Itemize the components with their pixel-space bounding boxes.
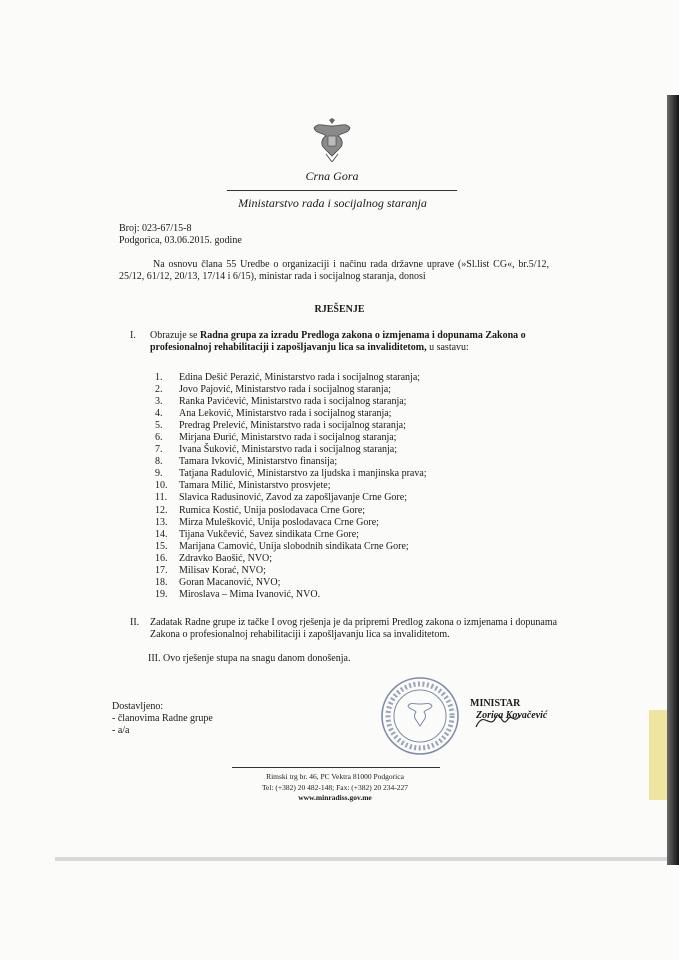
country-name: Crna Gora — [305, 169, 359, 183]
member-item — [155, 420, 427, 432]
member-number: 10. — [155, 480, 168, 492]
member-text: Ivana Šuković, Ministarstvo rada i socijalnog staranja; — [179, 444, 398, 456]
member-text: Ana Leković, Ministarstvo rada i socijalnog staranja; — [179, 408, 392, 420]
scan-edge-shadow — [667, 95, 679, 865]
footer-address: Rimski trg br. 46, PC Vektra 81000 Podgorica — [266, 772, 404, 781]
preamble: Na osnovu člana 55 Uredbe o organizaciji i načinu rada državne uprave (»Sl.list CG«, br.5/12, 25/12, 61/12, 20/13, 17/14 i 6/15), ministar rada i socijalnog staranja, donosi — [119, 259, 549, 282]
section-1-text — [150, 330, 565, 354]
member-item — [155, 372, 427, 384]
section-2-number: II. — [130, 617, 140, 628]
footer-website: www.minradiss.gov.me — [298, 793, 372, 802]
member-text: Mirjana Đurić, Ministarstvo rada i socijalnog staranja; — [179, 432, 397, 444]
member-text: Jovo Pajović, Ministarstvo rada i socijalnog staranja; — [179, 384, 391, 396]
member-item — [155, 456, 427, 468]
header-rule — [227, 190, 457, 191]
member-text: Tatjana Radulović, Ministarstvo za ljudska i manjinska prava; — [179, 468, 427, 480]
member-item — [155, 468, 427, 480]
member-item — [155, 553, 427, 565]
distribution-item: - članovima Radne grupe — [112, 713, 213, 724]
distribution-heading: Dostavljeno: — [112, 701, 164, 712]
footer-phones: Tel: (+382) 20 482-148; Fax: (+382) 20 234-227 — [261, 782, 409, 792]
section-1-intro: Obrazuje se — [150, 330, 200, 341]
place-date: Podgorica, 03.06.2015. godine — [119, 235, 242, 246]
member-number: 1. — [155, 372, 163, 383]
member-item — [155, 396, 427, 408]
member-item — [155, 384, 427, 396]
ministry-name: Ministarstvo rada i socijalnog staranja — [238, 196, 427, 210]
member-item — [155, 492, 427, 504]
member-text: Slavica Radusinović, Zavod za zapošljavanje Crne Gore; — [179, 492, 407, 504]
member-text: Edina Dešić Perazić, Ministarstvo rada i socijalnog staranja; — [179, 372, 421, 383]
member-item — [155, 541, 427, 553]
member-item — [155, 408, 427, 420]
member-number: 19. — [155, 588, 168, 600]
official-stamp-icon — [380, 676, 460, 756]
section-1-tail: u sastavu: — [426, 342, 469, 353]
member-number: 2. — [155, 384, 163, 396]
member-text: Miroslava – Mima Ivanović, NVO. — [179, 588, 321, 600]
member-text: Marijana Camović, Unija slobodnih sindikata Crne Gore; — [179, 540, 409, 552]
coat-of-arms-icon — [312, 118, 352, 162]
member-list — [155, 372, 427, 601]
member-text: Tijana Vukčević, Savez sindikata Crne Gore; — [179, 528, 359, 540]
scan-bottom-shadow — [55, 857, 667, 861]
member-item — [155, 577, 427, 589]
member-item — [155, 432, 427, 444]
member-item — [155, 444, 427, 456]
member-number: 4. — [155, 408, 163, 420]
member-item — [155, 480, 427, 492]
member-number: 17. — [155, 564, 168, 576]
member-item — [155, 529, 427, 541]
distribution-item: - a/a — [112, 725, 130, 736]
handwritten-signature-icon — [470, 707, 530, 733]
member-item — [155, 565, 427, 577]
signatory-name: Zorica Kovačević — [476, 710, 548, 721]
member-number: 18. — [155, 576, 168, 588]
member-text: Zdravko Baošić, NVO; — [179, 552, 273, 564]
member-text: Tamara Ivković, Ministarstvo finansija; — [179, 456, 338, 468]
member-number: 9. — [155, 468, 163, 480]
member-item — [155, 517, 427, 529]
footer — [220, 772, 450, 804]
working-group-name: Radna grupa za izradu Predloga zakona o izmjenama i dopunama Zakona o profesionalnoj rehabilitaciji i zapošljavanju lica sa invaliditetom, — [150, 330, 526, 353]
member-text: Tamara Milić, Ministarstvo prosvjete; — [179, 480, 331, 492]
member-text: Predrag Prelević, Ministarstvo rada i socijalnog staranja; — [179, 420, 406, 432]
member-text: Rumica Kostić, Unija poslodavaca Crne Gore; — [179, 504, 366, 516]
decision-title: RJEŠENJE — [314, 304, 365, 315]
scan-yellow-mark — [649, 710, 667, 800]
member-number: 12. — [155, 504, 168, 516]
member-number: 6. — [155, 432, 163, 444]
section-3 — [148, 653, 448, 665]
section-3-number: III. — [148, 653, 161, 664]
member-number: 13. — [155, 516, 168, 528]
member-number: 5. — [155, 420, 163, 432]
footer-rule — [232, 767, 440, 768]
distribution-block — [112, 701, 213, 737]
signatory-title: MINISTAR — [470, 698, 521, 709]
member-number: 11. — [155, 492, 168, 504]
member-item — [155, 505, 427, 517]
member-number: 7. — [155, 444, 163, 456]
reference-block — [119, 223, 242, 247]
member-text: Milisav Korać, NVO; — [179, 564, 266, 576]
member-number: 14. — [155, 528, 168, 540]
member-item — [155, 589, 427, 601]
reference-number: Broj: 023-67/15-8 — [119, 223, 192, 234]
member-number: 16. — [155, 552, 168, 564]
member-number: 8. — [155, 456, 163, 468]
section-3-text: Ovo rješenje stupa na snagu danom donošenja. — [163, 653, 351, 664]
member-number: 15. — [155, 540, 168, 552]
member-text: Ranka Pavićević, Ministarstvo rada i socijalnog staranja; — [179, 396, 407, 408]
section-1-number: I. — [130, 330, 136, 341]
member-text: Goran Macanović, NVO; — [179, 576, 281, 588]
member-text: Mirza Mulešković, Unija poslodavaca Crne Gore; — [179, 516, 379, 528]
member-number: 3. — [155, 396, 163, 408]
section-2-text: Zadatak Radne grupe iz tačke I ovog rješenja je da pripremi Predlog zakona o izmjenama i dopunama Zakona o profesionalnoj rehabilitaciji i zapošljavanju lica sa invaliditetom. — [150, 617, 558, 640]
